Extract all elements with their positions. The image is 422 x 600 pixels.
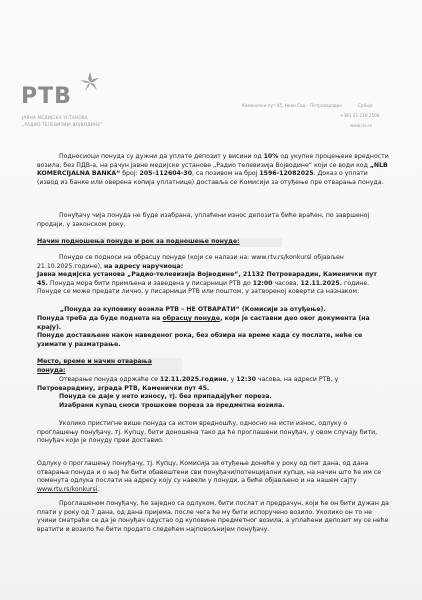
paragraph-winner: Проглашеном понуђачу, ће заједно са одлуком, бити послат и предрачун, који ће он бити дужан да плати у року од 7 дана, од дана пријема, после чега ће му бити испоручено возило. Уколико он то не учини сматраће се да је понуђач одустао од куповине предметног возила, а уплаћени депозит му се неће вратити и возило ће бити продато следећем најповољнијем понуђачу. bbox=[37, 500, 389, 533]
paragraph-form: Понуда треба да буде поднета на обрасцу понуде, који је саставни део овог документа (на крају). Понуде достављене након наведеног рока, без обзира на време када су послате, неће се узимати у разматрање. bbox=[37, 315, 370, 348]
paragraph-deposit: Подносиоци понуда су дужни да уплате депозит у висини од 10% од укупне процењене вредности возила, без ПДВ-а, на рачун Јавне медијске установе „Радио телевизија Војводине“ који се води код „NLB KOMERCIJALNA BANKA“ број: 205-112604-30, са позивом на број 1596-12082025. Доказ о уплати (извод из банке или оверена копија уплатнице) доставља се Комисији за отуђење пре отварања понуда. bbox=[37, 153, 389, 186]
web-line: www.rtv.rs bbox=[350, 123, 372, 128]
logo-emblem-icon bbox=[77, 70, 103, 96]
envelope-label: „Понуда за куповину возила РТВ – НЕ ОТВАРАТИ“ (Комисији за отуђење). bbox=[60, 306, 326, 313]
paragraph-opening: Отварање понуда одржаће се 12.11.2025.године, у 12:30 часова, на адреси РТВ, у Петроварадину, зграда РТВ, Каменички пут 45. Понуда се даје у нето износу, тј. без припадајућег пореза. Изабрани купац сноси трошкове пореза за предметна возила. bbox=[37, 376, 339, 409]
paragraph-submission: Понуде се подноси на обрасцу понуде (који се налази на: www.rtv.rs/konkursi објављен 21.10.2025.године), на адресу наручиоца: Јавна медијска установа „Радио-телевизија Војводине“, 21132 Петроварадин, Каменички пут 45. Понуда мора бити примљена и заведена у писарници РТВ до 12:00 часова, 12.11.2025. године. Понуде се може предати лично, у писарници РТВ или поштом, у затвореној коверти са назнаком: bbox=[37, 254, 377, 296]
paragraph-equal-offers: Уколико пристигне више понуда са истом вредношћу, односно на исти износ, одлуку о проглашењу понуђачу, тј. Купцу, бити доношена тако да ће проглашени понуђач, у овом случају бити, понуђач који је понуду први доставио. bbox=[37, 420, 378, 445]
country-line: Србија bbox=[358, 103, 373, 108]
paragraph-decision: Одлуку о проглашењу понуђачу, тј. Купцу, Комисија за отуђење донеће у року од пет дана, од дана отварања понуда и о њој ће бити обавештени сви понуђачи/потенцијални купци, на начин што ће им се поменута одлука послати на адресу коју су навели у понуди, а биће објављено и на нашем сајту www.rtv.rs/konkursi. bbox=[37, 460, 382, 493]
org-line-2: „РАДИО-ТЕЛЕВИЗИЈА ВОЈВОДИНЕ“ bbox=[22, 122, 103, 127]
logo-text: РТВ bbox=[21, 84, 72, 109]
heading-submission: Начин подношења понуде и рок за подношење понуде: bbox=[37, 238, 282, 247]
phone-line: +381 21 210 2500 bbox=[340, 113, 380, 118]
paragraph-refund: Понуђачу чија понуда не буде изабрана, уплаћени износ депозита биће враћен, по завршеној продаји, у законском року. bbox=[37, 212, 370, 228]
address-line: Каменички пут 45, Нови Сад – Петроварадин bbox=[242, 103, 343, 108]
heading-opening: Место, време и начин отварања понуда: bbox=[37, 358, 182, 375]
org-line-1: ЈАВНА МЕДИЈСКА УСТАНОВА bbox=[22, 115, 88, 120]
